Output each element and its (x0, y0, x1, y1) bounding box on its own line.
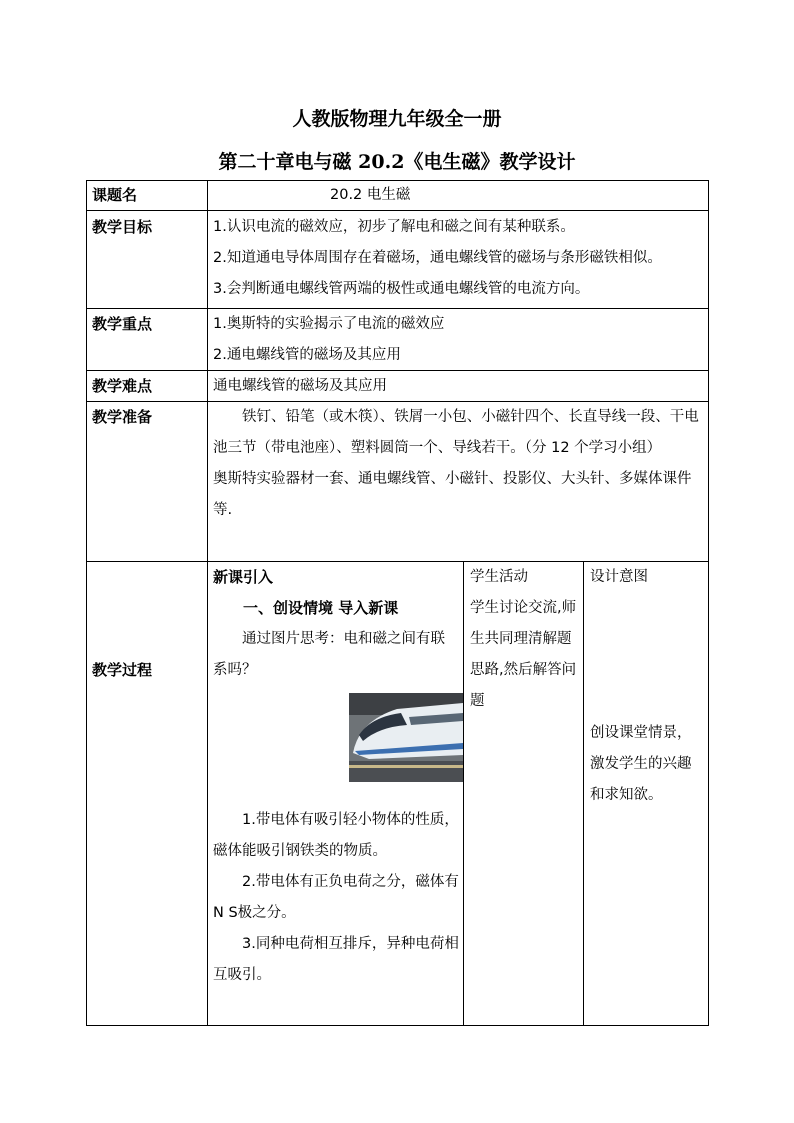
key-point-item: 1.奥斯特的实验揭示了电流的磁效应 (213, 316, 445, 332)
student-activity-text: 学生讨论交流,师生共同理清解题思路,然后解答问题 (470, 600, 577, 709)
goal-item: 1.认识电流的磁效应，初步了解电和磁之间有某种联系。 (213, 219, 575, 235)
process-items (213, 805, 459, 991)
preparation-equipment: 奥斯特实验器材一套、通电螺线管、小磁针、投影仪、大头针、多媒体课件等. (213, 471, 692, 518)
process-item: 3.同种电荷相互排斥，异种电荷相互吸引。 (213, 936, 459, 983)
student-activity-header: 学生活动 (470, 569, 528, 585)
document-subtitle: 第二十章电与磁 20.2《电生磁》教学设计 (218, 151, 576, 173)
goals-label: 教学目标 (92, 218, 153, 236)
topic-label: 课题名 (92, 186, 138, 204)
document-title: 人教版物理九年级全一册 (292, 108, 502, 130)
intro-title: 新课引入 (213, 568, 274, 586)
process-label: 教学过程 (92, 661, 153, 679)
key-points-label: 教学重点 (92, 315, 153, 333)
topic-value: 20.2 电生磁 (330, 187, 411, 203)
goals-list (213, 212, 707, 305)
key-points-list (213, 309, 707, 371)
preparation-label: 教学准备 (92, 408, 153, 426)
design-intent-text: 创设课堂情景，激发学生的兴趣和求知欲。 (590, 725, 692, 803)
difficulty-label: 教学难点 (92, 377, 153, 395)
difficulty-value: 通电螺线管的磁场及其应用 (213, 378, 387, 394)
goal-item: 2.知道通电导体周围存在着磁场，通电螺线管的磁场与条形磁铁相似。 (213, 250, 662, 266)
process-item: 1.带电体有吸引轻小物体的性质，磁体能吸引钢铁类的物质。 (213, 812, 459, 859)
preparation-text (213, 402, 703, 526)
design-intent-header: 设计意图 (590, 569, 648, 585)
process-content (213, 562, 459, 686)
key-point-item: 2.通电螺线管的磁场及其应用 (213, 347, 401, 363)
intro-question: 通过图片思考：电和磁之间有联系吗？ (213, 631, 445, 678)
section-title: 一、创设情境 导入新课 (243, 599, 399, 617)
goal-item: 3.会判断通电螺线管两端的极性或通电螺线管的电流方向。 (213, 281, 590, 297)
student-activity-column (470, 562, 578, 717)
maglev-train-photo (349, 693, 463, 782)
process-item: 2.带电体有正负电荷之分，磁体有 N S极之分。 (213, 874, 459, 921)
preparation-materials: 铁钉、铅笔（或木筷）、铁屑一小包、小磁针四个、长直导线一段、干电池三节（带电池座）、塑料圆筒一个、导线若干。（分 12 个学习小组） (213, 409, 699, 456)
